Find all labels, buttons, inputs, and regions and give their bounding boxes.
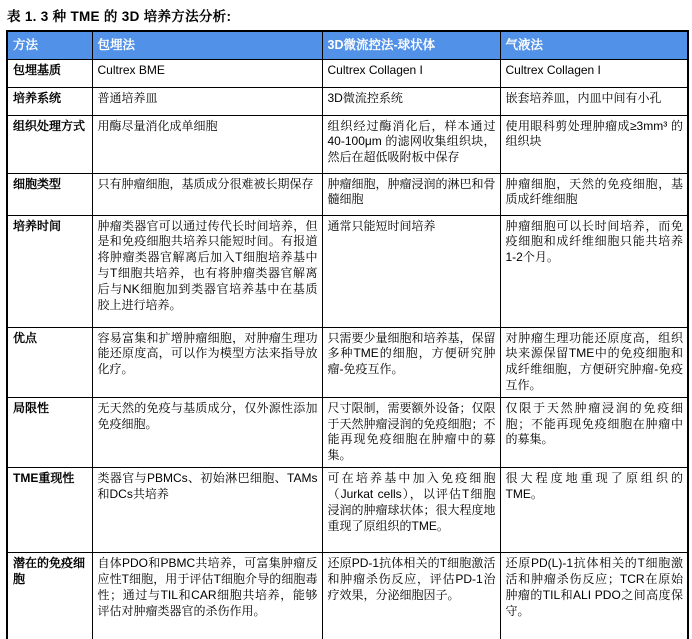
row-label: 细胞类型 [7,173,92,215]
table-row-tme-fidelity [7,468,688,553]
row-label: 组织处理方式 [7,115,92,173]
row-label: 包埋基质 [7,59,92,87]
row-label: 培养时间 [7,215,92,327]
row-label: 潜在的免疫细胞 [7,553,92,639]
table-cell: 只需要少量细胞和培养基，保留多种TME的细胞，方便研究肿瘤-免疫互作。 [322,327,500,397]
table-cell: 仅限于天然肿瘤浸润的免疫细胞；不能再现免疫细胞在肿瘤中的募集。 [500,397,688,467]
table-cell: 容易富集和扩增肿瘤细胞，对肿瘤生理功能还原度高，可以作为模型方法来指导放化疗。 [92,327,322,397]
tme-comparison-table [6,30,689,639]
table-cell: 对肿瘤生理功能还原度高，组织块来源保留TME中的免疫细胞和成纤维细胞，方便研究肿瘤-免疫互作。 [500,327,688,397]
table-row-advantages [7,327,688,397]
table-cell: 可在培养基中加入免疫细胞（Jurkat cells），以评估T细胞浸润的肿瘤球状体；很大程度地重现了原组织的TME。 [322,468,500,553]
table-cell: 肿瘤细胞可以长时间培养，而免疫细胞和成纤维细胞只能共培养1-2个月。 [500,215,688,327]
table-cell: 自体PDO和PBMC共培养，可富集肿瘤反应性T细胞，用于评估T细胞介导的细胞毒性；通过与TIL和CAR细胞共培养，能够评估对肿瘤类器官的杀伤作用。 [92,553,322,639]
column-header-microfluidic: 3D微流控法-球状体 [322,31,500,59]
table-cell: 类器官与PBMCs、初始淋巴细胞、TAMs和DCs共培养 [92,468,322,553]
table-cell: 很大程度地重现了原组织的TME。 [500,468,688,553]
table-cell: 嵌套培养皿，内皿中间有小孔 [500,87,688,115]
table-cell: 使用眼科剪处理肿瘤成≥3mm³ 的组织块 [500,115,688,173]
table-row-cell-types [7,173,688,215]
header-row [7,31,688,59]
table-row-culture-time [7,215,688,327]
table-row-limitations [7,397,688,467]
table-cell: Cultrex Collagen I [500,59,688,87]
table-cell: 尺寸限制，需要额外设备；仅限于天然肿瘤浸润的免疫细胞；不能再现免疫细胞在肿瘤中的募集。 [322,397,500,467]
table-cell: 通常只能短时间培养 [322,215,500,327]
table-cell: Cultrex Collagen I [322,59,500,87]
table-row-potential-immune-cells [7,553,688,639]
table-cell: 3D微流控系统 [322,87,500,115]
table-cell: 组织经过酶消化后，样本通过40-100μm 的滤网收集组织块，然后在超低吸附板中保存 [322,115,500,173]
column-header-airliquid: 气液法 [500,31,688,59]
column-header-method: 方法 [7,31,92,59]
row-label: 局限性 [7,397,92,467]
row-label: 优点 [7,327,92,397]
table-row-tissue-processing [7,115,688,173]
table-cell: Cultrex BME [92,59,322,87]
table-row-matrix [7,59,688,87]
table-cell: 还原PD(L)-1抗体相关的T细胞激活和肿瘤杀伤反应；TCR在原始肿瘤的TIL和ALI PDO之间高度保守。 [500,553,688,639]
table-row-culture-system [7,87,688,115]
table-cell: 无天然的免疫与基质成分，仅外源性添加免疫细胞。 [92,397,322,467]
row-label: TME重现性 [7,468,92,553]
table-cell: 肿瘤类器官可以通过传代长时间培养，但是和免疫细胞共培养只能短时间。有报道将肿瘤类器官解离后加入T细胞培养基中与T细胞共培养，也有将肿瘤类器官解离后与NK细胞加到类器官培养基中在基质胶上进行培养。 [92,215,322,327]
row-label: 培养系统 [7,87,92,115]
table-cell: 肿瘤细胞，天然的免疫细胞，基质成纤维细胞 [500,173,688,215]
table-cell: 用酶尽量消化成单细胞 [92,115,322,173]
table-title: 表 1. 3 种 TME 的 3D 培养方法分析: [7,9,232,24]
table-cell: 还原PD-1抗体相关的T细胞激活和肿瘤杀伤反应，评估PD-1治疗效果，分泌细胞因子。 [322,553,500,639]
column-header-embedding: 包埋法 [92,31,322,59]
table-cell: 普通培养皿 [92,87,322,115]
table-cell: 肿瘤细胞，肿瘤浸润的淋巴和骨髓细胞 [322,173,500,215]
table-cell: 只有肿瘤细胞，基质成分很难被长期保存 [92,173,322,215]
